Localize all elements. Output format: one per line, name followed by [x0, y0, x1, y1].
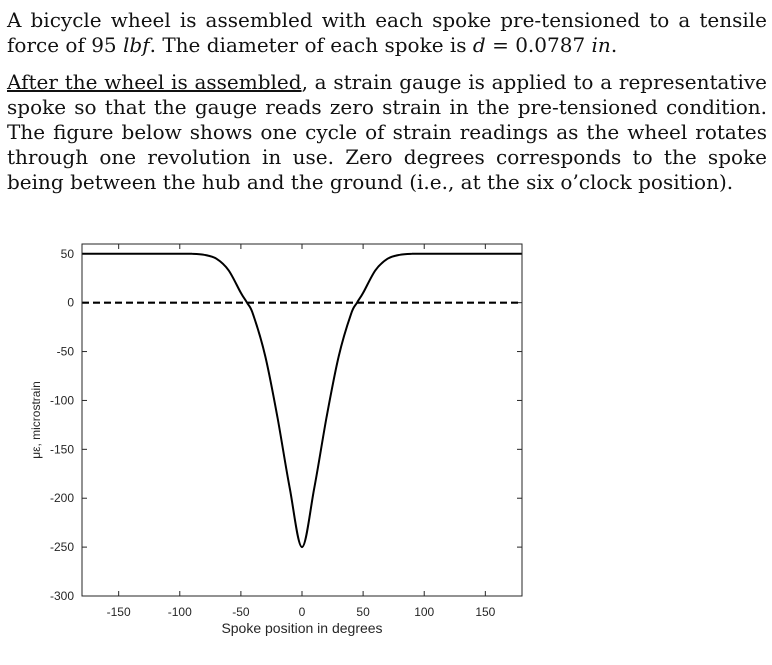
y-tick-label: -200 — [49, 491, 74, 506]
y-tick-label: -150 — [49, 442, 74, 457]
y-tick-label: -50 — [56, 344, 74, 359]
plot-frame — [82, 244, 522, 596]
y-tick-label: -300 — [49, 589, 74, 603]
text-run: , a strain gauge is applied to a representative spoke so that the gauge reads zero strain in the pre-tensioned condition. The figure below shows one cycle of strain readings as the wheel rotates through one revolution in use. Zero degrees corresponds to the spoke being between the hub and the ground (i.e., at the six o’clock position). — [7, 70, 767, 194]
underlined-phrase: After the wheel is assembled — [7, 70, 302, 94]
x-tick-label: 0 — [298, 605, 306, 619]
y-axis-label: με, microstrain — [29, 381, 43, 459]
y-tick-label: 0 — [67, 295, 74, 310]
x-tick-label: -100 — [167, 605, 192, 619]
text-run: . — [610, 33, 618, 57]
diameter-variable: d — [472, 33, 486, 57]
strain-figure — [0, 230, 560, 660]
strain-curve-line — [82, 254, 522, 547]
text-run: . The diameter of each spoke is — [149, 33, 473, 57]
strain-gauge-paragraph — [7, 70, 767, 195]
force-unit: lbf — [123, 33, 150, 57]
x-tick-label: 50 — [356, 605, 370, 619]
x-tick-label: -50 — [232, 605, 250, 619]
y-tick-label: 50 — [60, 246, 74, 261]
strain-chart — [0, 230, 560, 660]
x-tick-label: 100 — [414, 605, 435, 619]
problem-statement-paragraph — [7, 8, 767, 58]
x-axis-label: Spoke position in degrees — [221, 620, 383, 636]
y-tick-label: -250 — [49, 540, 74, 555]
x-tick-label: -150 — [106, 605, 131, 619]
x-tick-label: 150 — [475, 605, 496, 619]
text-run: = 0.0787 — [485, 33, 592, 57]
length-unit: in — [591, 33, 611, 57]
text-run: A bicycle wheel is assembled with each spoke pre-tensioned to a tensile force of 95 — [7, 8, 767, 57]
y-tick-label: -100 — [49, 393, 74, 408]
